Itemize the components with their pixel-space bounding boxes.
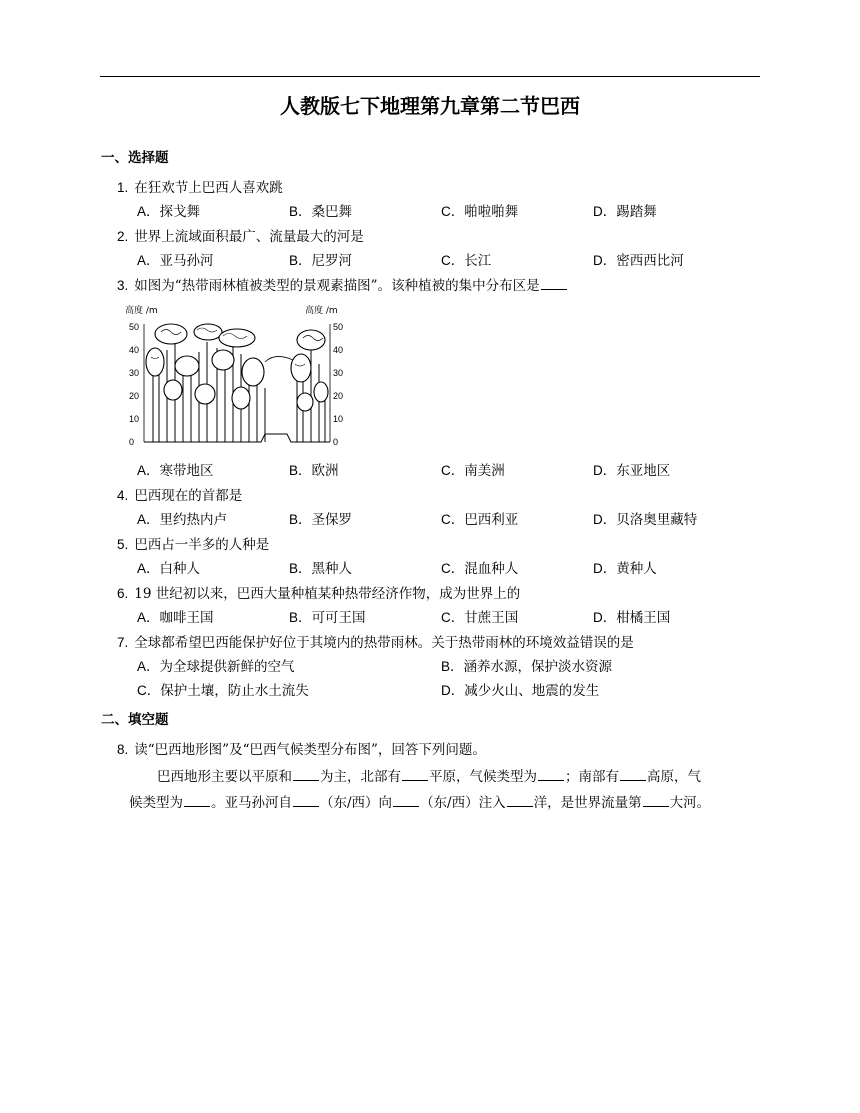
tick-label-left-40: 40 — [129, 345, 140, 355]
question-stem: 如图为“热带雨林植被类型的景观素描图”。该种植被的集中分布区是 — [134, 278, 540, 294]
option-c: C．混血种人 — [441, 561, 519, 577]
option-d: D．密西西比河 — [593, 253, 684, 269]
answer-blank[interactable] — [393, 794, 419, 807]
answer-blank[interactable] — [643, 794, 669, 807]
tick-label-left-50: 50 — [129, 322, 140, 332]
question-7 — [117, 631, 634, 651]
question-stem: 巴西现在的首都是 — [134, 488, 243, 504]
question-number: 6. — [117, 586, 129, 601]
question-number: 4. — [117, 488, 129, 503]
question-number: 7. — [117, 635, 129, 650]
question-number: 2. — [117, 229, 129, 244]
question-stem: 世界上流域面积最广、流量最大的河是 — [134, 229, 364, 245]
question-number: 8. — [117, 742, 129, 757]
question-stem: 在狂欢节上巴西人喜欢跳 — [134, 180, 283, 196]
fill-paragraph-line-1: 巴西地形主要以平原和 为主，北部有 平原，气候类型为 ；南部有 高原，气 — [157, 769, 701, 785]
option-c: C．长江 — [441, 253, 492, 269]
option-b: B．桑巴舞 — [289, 204, 353, 220]
page-title: 人教版七下地理第九章第二节巴西 — [280, 94, 580, 118]
tick-label-right-20: 20 — [333, 391, 344, 401]
fill-paragraph-line-2: 候类型为 。亚马孙河自 （东/西）向 （东/西）注入 洋，是世界流量第 大河。 — [129, 795, 711, 811]
option-b: B．黑种人 — [289, 561, 353, 577]
question-5 — [117, 533, 269, 553]
answer-blank[interactable] — [184, 794, 210, 807]
question-8 — [117, 738, 486, 758]
option-a: A．亚马孙河 — [137, 253, 214, 269]
rainforest-sketch-figure — [125, 302, 355, 454]
tick-label-right-30: 30 — [333, 368, 344, 378]
option-c: C．甘蔗王国 — [441, 610, 519, 626]
tick-label-right-0: 0 — [333, 437, 339, 447]
option-b: B．欧洲 — [289, 463, 339, 479]
question-stem: 读“巴西地形图”及“巴西气候类型分布图”，回答下列问题。 — [134, 742, 486, 758]
option-c: C．南美洲 — [441, 463, 505, 479]
option-b: B．圣保罗 — [289, 512, 353, 528]
option-a: A．里约热内卢 — [137, 512, 228, 528]
ground-line — [144, 434, 330, 442]
option-a: A．咖啡王国 — [137, 610, 214, 626]
option-b: B．可可王国 — [289, 610, 366, 626]
tick-label-left-30: 30 — [129, 368, 140, 378]
option-d: D．柑橘王国 — [593, 610, 671, 626]
question-number: 1. — [117, 180, 129, 195]
question-stem: 巴西占一半多的人种是 — [134, 537, 270, 553]
question-number: 3. — [117, 278, 129, 293]
question-2 — [117, 225, 364, 245]
option-d: D．减少火山、地震的发生 — [441, 683, 600, 699]
tick-label-left-0: 0 — [129, 437, 135, 447]
option-b: B．尼罗河 — [289, 253, 353, 269]
question-number: 5. — [117, 537, 129, 552]
tick-label-right-50: 50 — [333, 322, 344, 332]
option-c: C．保护土壤，防止水土流失 — [137, 683, 309, 699]
tick-label-right-10: 10 — [333, 414, 344, 424]
answer-blank[interactable] — [293, 768, 319, 781]
question-1 — [117, 176, 283, 196]
answer-blank[interactable] — [402, 768, 428, 781]
option-a: A．探戈舞 — [137, 204, 201, 220]
option-c: C．巴西利亚 — [441, 512, 519, 528]
option-d: D．东亚地区 — [593, 463, 671, 479]
tick-label-left-10: 10 — [129, 414, 140, 424]
liana-vine — [265, 356, 293, 362]
answer-blank[interactable] — [620, 768, 646, 781]
question-stem: 全球都希望巴西能保护好位于其境内的热带雨林。关于热带雨林的环境效益错误的是 — [134, 635, 634, 651]
option-a: A．寒带地区 — [137, 463, 214, 479]
option-a: A．为全球提供新鲜的空气 — [137, 659, 295, 675]
option-c: C．啪啦啪舞 — [441, 204, 519, 220]
option-b: B．涵养水源，保护淡水资源 — [441, 659, 613, 675]
option-d: D．踢踏舞 — [593, 204, 657, 220]
option-d: D．黄种人 — [593, 561, 657, 577]
top-rule — [100, 76, 760, 77]
answer-blank[interactable] — [541, 277, 567, 290]
option-a: A．白种人 — [137, 561, 201, 577]
section-heading-choice: 一、选择题 — [101, 150, 169, 166]
axis-label-left: 高度 /m — [125, 306, 158, 316]
tick-label-right-40: 40 — [333, 345, 344, 355]
tick-label-left-20: 20 — [129, 391, 140, 401]
question-3 — [117, 274, 568, 294]
question-4 — [117, 484, 242, 504]
section-heading-fill: 二、填空题 — [101, 712, 169, 728]
question-stem: 19 世纪初以来，巴西大量种植某种热带经济作物，成为世界上的 — [134, 586, 521, 602]
option-d: D．贝洛奥里藏特 — [593, 512, 698, 528]
answer-blank[interactable] — [293, 794, 319, 807]
axis-label-right: 高度 /m — [305, 306, 338, 316]
answer-blank[interactable] — [507, 794, 533, 807]
answer-blank[interactable] — [538, 768, 564, 781]
question-6 — [117, 582, 520, 602]
